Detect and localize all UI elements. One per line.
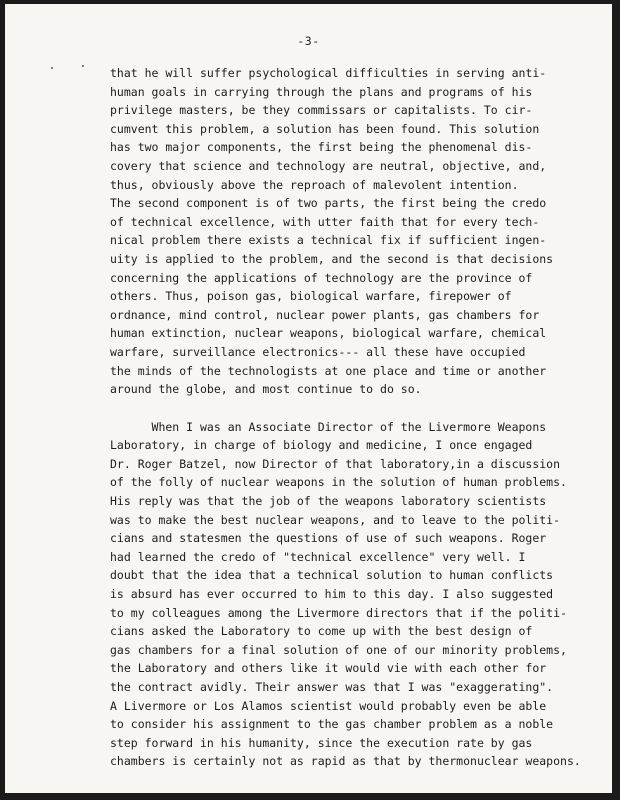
- text-line: to my colleagues among the Livermore directors that if the politi-: [110, 605, 567, 620]
- paper-speck: [82, 65, 84, 67]
- text-line: that he will suffer psychological difficulties in serving anti-: [110, 66, 547, 80]
- text-line: cians asked the Laboratory to come up with the best design of: [110, 624, 533, 639]
- text-line: The second component is of two parts, the first being the credo: [110, 196, 547, 211]
- text-line: Laboratory, in charge of biology and medicine, I once engaged: [110, 438, 533, 453]
- text-line: is absurd has ever occurred to him to this day. I also suggested: [110, 587, 554, 602]
- text-line: human goals in carrying through the plans and programs of his: [110, 84, 533, 99]
- text-line: human extinction, nuclear weapons, biological warfare, chemical: [110, 326, 547, 341]
- paragraph-gap: [110, 399, 610, 418]
- text-line: the minds of the technologists at one place and time or another: [110, 363, 547, 378]
- text-line: the Laboratory and others like it would vie with each other for: [110, 661, 547, 676]
- text-line: doubt that the idea that a technical solution to human conflicts: [110, 568, 554, 583]
- text-line: gas chambers for a final solution of one of our minority problems,: [110, 642, 567, 657]
- text-line: nical problem there exists a technical fix if sufficient ingen-: [110, 233, 547, 248]
- page-number: -3-: [297, 34, 320, 48]
- paragraph-2: [110, 418, 610, 771]
- body-text: [110, 64, 610, 771]
- document-page: [5, 4, 612, 793]
- text-line: was to make the best nuclear weapons, and to leave to the politi-: [110, 512, 561, 527]
- text-line: Dr. Roger Batzel, now Director of that laboratory,in a discussion: [110, 456, 561, 471]
- text-line: to consider his assignment to the gas chamber problem as a noble: [110, 717, 554, 732]
- text-line: cians and statesmen the questions of use of such weapons. Roger: [110, 531, 547, 546]
- text-line: cumvent this problem, a solution has been found. This solution: [110, 121, 540, 136]
- text-line: the contract avidly. Their answer was that I was "exaggerating".: [110, 680, 554, 694]
- text-line: around the globe, and most continue to do so.: [110, 382, 422, 397]
- text-line: privilege masters, be they commissars or capitalists. To cir-: [110, 103, 533, 118]
- text-line: concerning the applications of technology are the province of: [110, 270, 533, 285]
- text-line: of the folly of nuclear weapons in the solution of human problems.: [110, 475, 567, 490]
- text-line: chambers is certainly not as rapid as that by thermonuclear weapons.: [110, 754, 581, 769]
- text-line: uity is applied to the problem, and the second is that decisions: [110, 251, 554, 266]
- text-line: has two major components, the first being the phenomenal dis-: [110, 140, 533, 155]
- text-line: When I was an Associate Director of the Livermore Weapons: [110, 419, 547, 434]
- text-line: step forward in his humanity, since the execution rate by gas: [110, 735, 533, 750]
- paper-speck: [51, 67, 53, 69]
- text-line: covery that science and technology are neutral, objective, and,: [110, 158, 547, 173]
- text-line: A Livermore or Los Alamos scientist would probably even be able: [110, 698, 547, 713]
- text-line: ordnance, mind control, nuclear power plants, gas chambers for: [110, 307, 540, 322]
- text-line: warfare, surveillance electronics--- all these have occupied: [110, 344, 526, 359]
- paragraph-1: [110, 64, 610, 399]
- text-line: had learned the credo of "technical excellence" very well. I: [110, 549, 526, 564]
- text-line: thus, obviously above the reproach of malevolent intention.: [110, 177, 519, 192]
- text-line: others. Thus, poison gas, biological warfare, firepower of: [110, 289, 512, 304]
- text-line: His reply was that the job of the weapons laboratory scientists: [110, 494, 547, 509]
- text-line: of technical excellence, with utter faith that for every tech-: [110, 214, 540, 229]
